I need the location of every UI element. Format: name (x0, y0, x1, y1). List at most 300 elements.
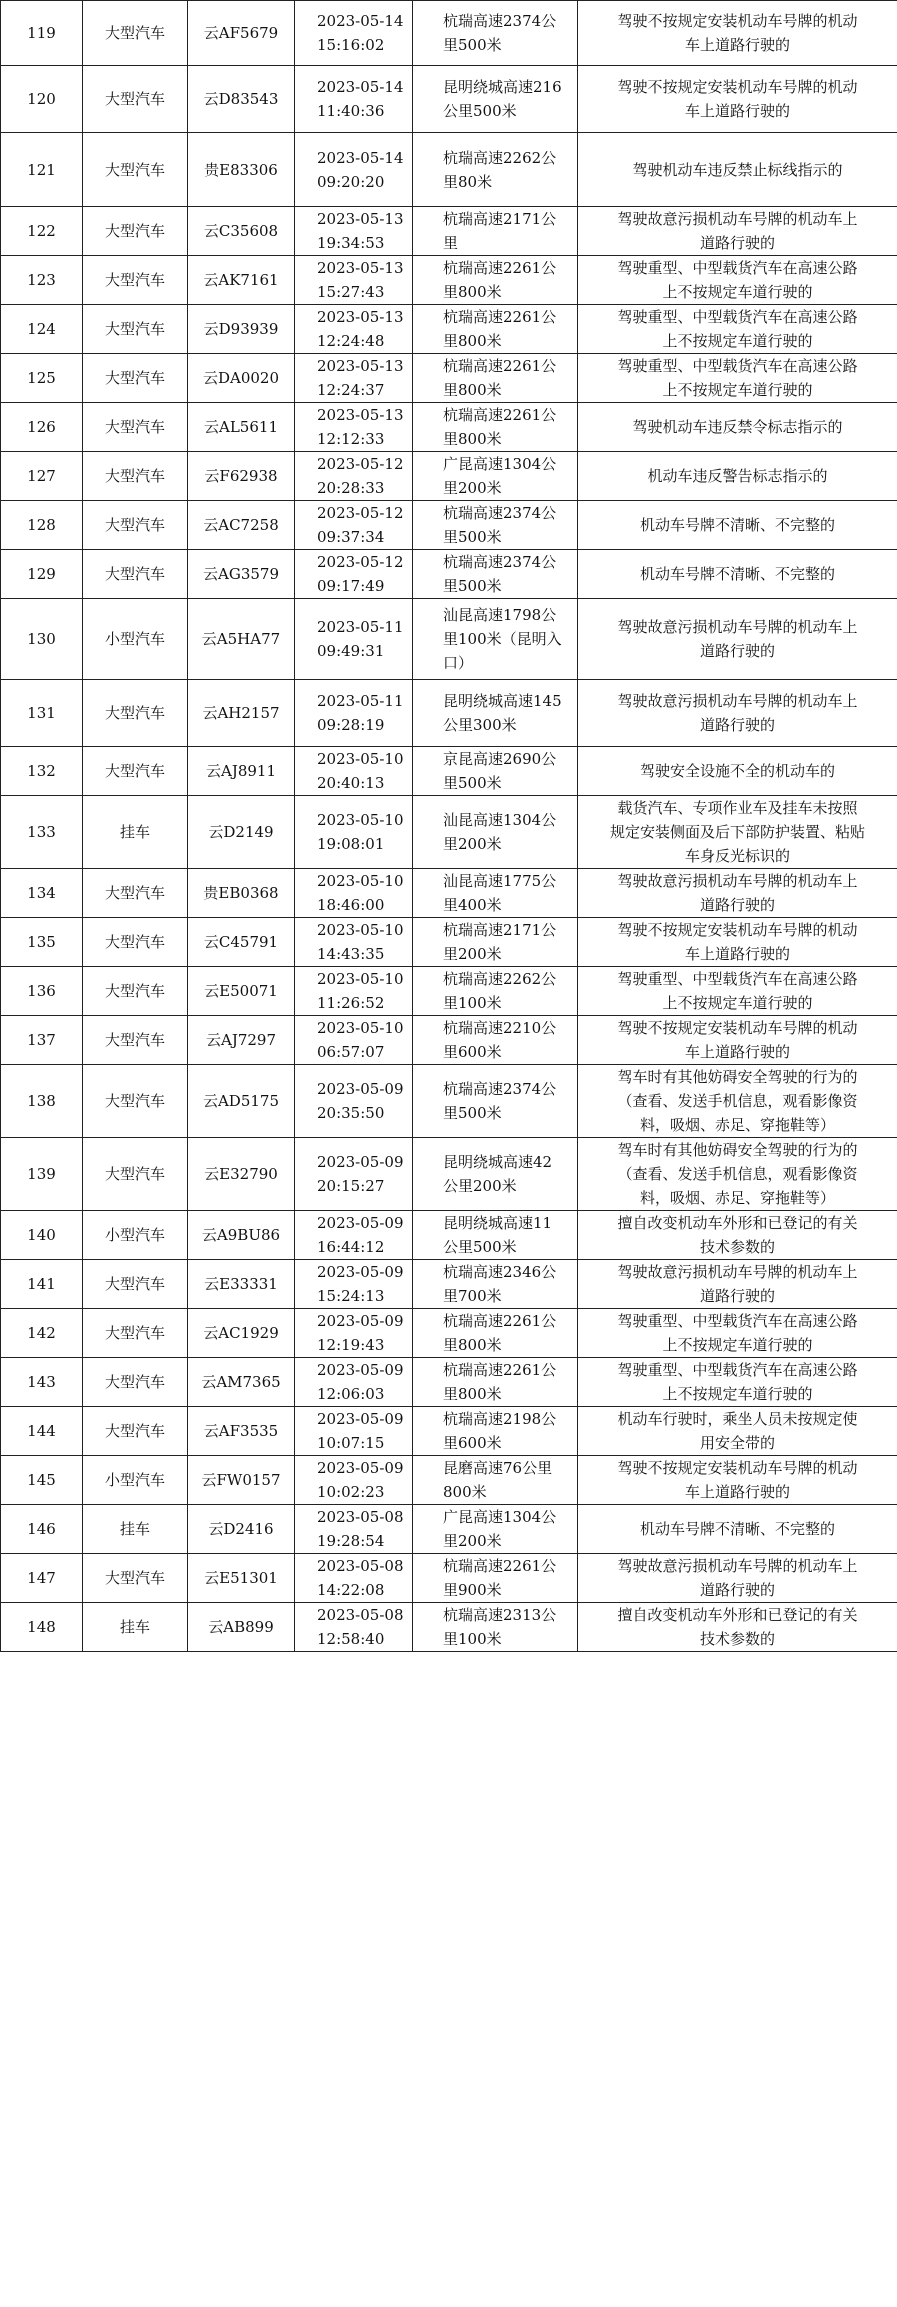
plate-number-cell: 云AK7161 (188, 256, 295, 305)
vehicle-type-cell: 大型汽车 (83, 680, 188, 747)
violation-date: 2023-05-13 (317, 357, 404, 375)
vehicle-type-cell: 大型汽车 (83, 869, 188, 918)
location-line: 里600米 (443, 1043, 502, 1061)
violation-date: 2023-05-12 (317, 455, 404, 473)
violation-date: 2023-05-09 (317, 1214, 404, 1232)
violation-location-cell (413, 680, 578, 747)
description-line: 料，吸烟、赤足、穿拖鞋等） (639, 1189, 835, 1207)
description-line: 道路行驶的 (699, 716, 775, 734)
location-line: 里500米 (443, 577, 502, 595)
violation-location-cell (413, 1211, 578, 1260)
row-number-cell: 137 (1, 1016, 83, 1065)
violation-location-cell (413, 796, 578, 869)
vehicle-type-cell: 大型汽车 (83, 1407, 188, 1456)
violation-location-cell (413, 256, 578, 305)
description-line: 擅自改变机动车外形和已登记的有关 (617, 1214, 858, 1232)
violation-clock-time: 15:16:02 (317, 36, 385, 54)
plate-number-cell: 云E51301 (188, 1554, 295, 1603)
violation-location-cell (413, 1, 578, 66)
violation-location-cell (413, 1138, 578, 1211)
description-line: 驾驶不按规定安装机动车号牌的机动 (617, 921, 858, 939)
location-line: 杭瑞高速2374公 (443, 553, 557, 571)
vehicle-type-cell: 小型汽车 (83, 1456, 188, 1505)
violation-location-cell (413, 1065, 578, 1138)
vehicle-type-cell: 大型汽车 (83, 550, 188, 599)
location-line: 公里500米 (443, 1238, 517, 1256)
plate-number-cell: 云AL5611 (188, 403, 295, 452)
description-line: 载货汽车、专项作业车及挂车未按照 (617, 799, 858, 817)
description-line: 驾驶重型、中型载货汽车在高速公路 (617, 259, 858, 277)
row-number-cell: 141 (1, 1260, 83, 1309)
description-line: 上不按规定车道行驶的 (662, 994, 813, 1012)
table-row (1, 869, 897, 918)
description-line: 驾驶安全设施不全的机动车的 (639, 762, 835, 780)
plate-number-cell: 云E33331 (188, 1260, 295, 1309)
violation-time-cell (295, 599, 413, 680)
description-line: 料，吸烟、赤足、穿拖鞋等） (639, 1116, 835, 1134)
row-number-cell: 119 (1, 1, 83, 66)
violation-location-cell (413, 869, 578, 918)
location-line: 杭瑞高速2171公 (443, 210, 557, 228)
location-line: 杭瑞高速2261公 (443, 1312, 557, 1330)
location-line: 里900米 (443, 1581, 502, 1599)
vehicle-type-cell: 小型汽车 (83, 1211, 188, 1260)
violation-clock-time: 12:06:03 (317, 1385, 385, 1403)
description-line: 驾驶故意污损机动车号牌的机动车上 (617, 210, 858, 228)
table-row (1, 918, 897, 967)
location-line: 杭瑞高速2262公 (443, 970, 557, 988)
description-line: （查看、发送手机信息，观看影像资 (617, 1092, 858, 1110)
description-line: 驾驶不按规定安装机动车号牌的机动 (617, 1459, 858, 1477)
violation-time-cell (295, 1309, 413, 1358)
violation-description-cell (578, 256, 897, 305)
table-row (1, 796, 897, 869)
violation-date: 2023-05-13 (317, 210, 404, 228)
row-number-cell: 131 (1, 680, 83, 747)
violation-table-body (1, 1, 897, 1652)
violation-date: 2023-05-08 (317, 1557, 404, 1575)
vehicle-type-cell: 大型汽车 (83, 1554, 188, 1603)
violation-time-cell (295, 207, 413, 256)
description-line: 道路行驶的 (699, 1581, 775, 1599)
violation-time-cell (295, 133, 413, 207)
description-line: 驾驶故意污损机动车号牌的机动车上 (617, 692, 858, 710)
violation-description-cell (578, 207, 897, 256)
description-line: 驾驶故意污损机动车号牌的机动车上 (617, 618, 858, 636)
violation-date: 2023-05-09 (317, 1312, 404, 1330)
violation-description-cell (578, 1, 897, 66)
location-line: 广昆高速1304公 (443, 1508, 557, 1526)
violation-time-cell (295, 869, 413, 918)
location-line: 杭瑞高速2261公 (443, 259, 557, 277)
violation-time-cell (295, 747, 413, 796)
violation-date: 2023-05-13 (317, 308, 404, 326)
vehicle-type-cell: 大型汽车 (83, 747, 188, 796)
violation-time-cell (295, 1138, 413, 1211)
violation-clock-time: 20:40:13 (317, 774, 385, 792)
violation-description-cell (578, 796, 897, 869)
description-line: 道路行驶的 (699, 896, 775, 914)
violation-date: 2023-05-10 (317, 970, 404, 988)
row-number-cell: 144 (1, 1407, 83, 1456)
plate-number-cell: 云AC1929 (188, 1309, 295, 1358)
location-line: 杭瑞高速2261公 (443, 406, 557, 424)
vehicle-type-cell: 大型汽车 (83, 967, 188, 1016)
row-number-cell: 136 (1, 967, 83, 1016)
violation-description-cell (578, 1505, 897, 1554)
description-line: 道路行驶的 (699, 1287, 775, 1305)
vehicle-type-cell: 小型汽车 (83, 599, 188, 680)
table-row (1, 501, 897, 550)
violation-clock-time: 14:22:08 (317, 1581, 385, 1599)
violation-clock-time: 19:28:54 (317, 1532, 385, 1550)
violation-time-cell (295, 796, 413, 869)
location-line: 杭瑞高速2374公 (443, 504, 557, 522)
location-line: 昆磨高速76公里 (443, 1459, 553, 1477)
vehicle-type-cell: 挂车 (83, 1603, 188, 1652)
violation-clock-time: 11:26:52 (317, 994, 385, 1012)
location-line: 杭瑞高速2171公 (443, 921, 557, 939)
row-number-cell: 125 (1, 354, 83, 403)
violation-time-cell (295, 1456, 413, 1505)
violation-location-cell (413, 550, 578, 599)
description-line: 驾车时有其他妨碍安全驾驶的行为的 (617, 1068, 858, 1086)
table-row (1, 66, 897, 133)
violation-clock-time: 10:02:23 (317, 1483, 385, 1501)
plate-number-cell: 云E50071 (188, 967, 295, 1016)
violation-date: 2023-05-13 (317, 406, 404, 424)
description-line: 道路行驶的 (699, 642, 775, 660)
violation-date: 2023-05-09 (317, 1361, 404, 1379)
location-line: 昆明绕城高速42 (443, 1153, 553, 1171)
violation-clock-time: 19:34:53 (317, 234, 385, 252)
violation-description-cell (578, 1309, 897, 1358)
violation-location-cell (413, 1456, 578, 1505)
row-number-cell: 143 (1, 1358, 83, 1407)
row-number-cell: 135 (1, 918, 83, 967)
location-line: 800米 (443, 1483, 487, 1501)
violation-date: 2023-05-09 (317, 1263, 404, 1281)
violation-clock-time: 11:40:36 (317, 102, 385, 120)
violation-description-cell (578, 452, 897, 501)
violation-time-cell (295, 1065, 413, 1138)
violation-description-cell (578, 403, 897, 452)
location-line: 里500米 (443, 1104, 502, 1122)
row-number-cell: 121 (1, 133, 83, 207)
table-row (1, 1456, 897, 1505)
location-line: 汕昆高速1775公 (443, 872, 557, 890)
location-line: 汕昆高速1304公 (443, 811, 557, 829)
table-row (1, 133, 897, 207)
violation-clock-time: 20:28:33 (317, 479, 385, 497)
violation-time-cell (295, 403, 413, 452)
description-line: 车身反光标识的 (684, 847, 790, 865)
plate-number-cell: 云D83543 (188, 66, 295, 133)
plate-number-cell: 云AJ8911 (188, 747, 295, 796)
violation-date: 2023-05-08 (317, 1606, 404, 1624)
table-row (1, 599, 897, 680)
plate-number-cell: 云FW0157 (188, 1456, 295, 1505)
table-row (1, 256, 897, 305)
violation-location-cell (413, 1016, 578, 1065)
location-line: 里800米 (443, 381, 502, 399)
violation-location-cell (413, 452, 578, 501)
row-number-cell: 139 (1, 1138, 83, 1211)
violation-clock-time: 15:27:43 (317, 283, 385, 301)
table-row (1, 1211, 897, 1260)
violation-description-cell (578, 1603, 897, 1652)
violation-description-cell (578, 1260, 897, 1309)
violation-description-cell (578, 1358, 897, 1407)
violation-description-cell (578, 354, 897, 403)
violation-time-cell (295, 918, 413, 967)
description-line: 上不按规定车道行驶的 (662, 381, 813, 399)
row-number-cell: 134 (1, 869, 83, 918)
violation-date: 2023-05-10 (317, 921, 404, 939)
table-row (1, 354, 897, 403)
row-number-cell: 133 (1, 796, 83, 869)
description-line: 技术参数的 (699, 1630, 775, 1648)
plate-number-cell: 云AF5679 (188, 1, 295, 66)
table-row (1, 1016, 897, 1065)
location-line: 公里500米 (443, 102, 517, 120)
table-row (1, 1358, 897, 1407)
violation-time-cell (295, 305, 413, 354)
table-row (1, 1260, 897, 1309)
location-line: 里80米 (443, 172, 493, 191)
description-line: 车上道路行驶的 (684, 1043, 790, 1061)
violation-date: 2023-05-11 (317, 618, 404, 636)
location-line: 杭瑞高速2313公 (443, 1606, 557, 1624)
location-line: 广昆高速1304公 (443, 455, 557, 473)
vehicle-type-cell: 大型汽车 (83, 501, 188, 550)
violation-time-cell (295, 1603, 413, 1652)
location-line: 里500米 (443, 774, 502, 792)
location-line: 杭瑞高速2374公 (443, 12, 557, 30)
plate-number-cell: 云E32790 (188, 1138, 295, 1211)
description-line: 机动车违反警告标志指示的 (647, 467, 828, 485)
violation-date: 2023-05-12 (317, 553, 404, 571)
violation-description-cell (578, 1554, 897, 1603)
violation-clock-time: 09:28:19 (317, 716, 385, 734)
location-line: 杭瑞高速2374公 (443, 1080, 557, 1098)
location-line: 公里200米 (443, 1177, 517, 1195)
vehicle-type-cell: 大型汽车 (83, 1358, 188, 1407)
location-line: 里 (443, 234, 459, 252)
violation-description-cell (578, 133, 897, 207)
vehicle-type-cell: 挂车 (83, 796, 188, 869)
location-line: 杭瑞高速2262公 (443, 148, 557, 167)
location-line: 里800米 (443, 430, 502, 448)
vehicle-type-cell: 大型汽车 (83, 354, 188, 403)
violation-date: 2023-05-14 (317, 12, 404, 30)
row-number-cell: 146 (1, 1505, 83, 1554)
table-row (1, 967, 897, 1016)
violation-description-cell (578, 869, 897, 918)
description-line: 驾驶故意污损机动车号牌的机动车上 (617, 1557, 858, 1575)
description-line: 驾驶不按规定安装机动车号牌的机动 (617, 1019, 858, 1037)
table-row (1, 680, 897, 747)
table-row (1, 550, 897, 599)
location-line: 里200米 (443, 835, 502, 853)
row-number-cell: 122 (1, 207, 83, 256)
violation-clock-time: 10:07:15 (317, 1434, 385, 1452)
location-line: 里500米 (443, 36, 502, 54)
location-line: 杭瑞高速2210公 (443, 1019, 557, 1037)
row-number-cell: 120 (1, 66, 83, 133)
violation-description-cell (578, 1016, 897, 1065)
description-line: 驾驶重型、中型载货汽车在高速公路 (617, 357, 858, 375)
location-line: 杭瑞高速2198公 (443, 1410, 557, 1428)
description-line: 上不按规定车道行驶的 (662, 1336, 813, 1354)
location-line: 公里300米 (443, 716, 517, 734)
location-line: 里800米 (443, 283, 502, 301)
violation-clock-time: 20:15:27 (317, 1177, 385, 1195)
violation-description-cell (578, 599, 897, 680)
violation-location-cell (413, 747, 578, 796)
violation-description-cell (578, 918, 897, 967)
vehicle-type-cell: 大型汽车 (83, 207, 188, 256)
table-row (1, 1065, 897, 1138)
table-row (1, 1554, 897, 1603)
row-number-cell: 147 (1, 1554, 83, 1603)
violation-description-cell (578, 967, 897, 1016)
violation-location-cell (413, 403, 578, 452)
vehicle-type-cell: 大型汽车 (83, 452, 188, 501)
violation-time-cell (295, 1407, 413, 1456)
violation-clock-time: 12:12:33 (317, 430, 385, 448)
violation-location-cell (413, 133, 578, 207)
location-line: 杭瑞高速2346公 (443, 1263, 557, 1281)
violation-clock-time: 09:20:20 (317, 172, 385, 191)
violation-date: 2023-05-09 (317, 1410, 404, 1428)
violation-clock-time: 12:24:37 (317, 381, 385, 399)
violation-time-cell (295, 1505, 413, 1554)
violation-time-cell (295, 1358, 413, 1407)
violation-time-cell (295, 1554, 413, 1603)
violation-time-cell (295, 66, 413, 133)
row-number-cell: 130 (1, 599, 83, 680)
violation-location-cell (413, 918, 578, 967)
violation-location-cell (413, 354, 578, 403)
violation-clock-time: 15:24:13 (317, 1287, 385, 1305)
violation-description-cell (578, 66, 897, 133)
row-number-cell: 142 (1, 1309, 83, 1358)
plate-number-cell: 云AM7365 (188, 1358, 295, 1407)
violation-location-cell (413, 1358, 578, 1407)
violation-location-cell (413, 1554, 578, 1603)
description-line: 擅自改变机动车外形和已登记的有关 (617, 1606, 858, 1624)
location-line: 口） (443, 654, 474, 672)
violation-date: 2023-05-10 (317, 811, 404, 829)
location-line: 杭瑞高速2261公 (443, 1361, 557, 1379)
row-number-cell: 127 (1, 452, 83, 501)
plate-number-cell: 云AH2157 (188, 680, 295, 747)
violation-date: 2023-05-08 (317, 1508, 404, 1526)
description-line: 车上道路行驶的 (684, 1483, 790, 1501)
violation-clock-time: 18:46:00 (317, 896, 385, 914)
vehicle-type-cell: 大型汽车 (83, 1138, 188, 1211)
plate-number-cell: 贵EB0368 (188, 869, 295, 918)
location-line: 里200米 (443, 479, 502, 497)
table-row (1, 1505, 897, 1554)
row-number-cell: 132 (1, 747, 83, 796)
vehicle-type-cell: 大型汽车 (83, 1016, 188, 1065)
violation-location-cell (413, 501, 578, 550)
violation-description-cell (578, 501, 897, 550)
location-line: 里100米（昆明入 (443, 630, 562, 648)
description-line: 驾驶重型、中型载货汽车在高速公路 (617, 1361, 858, 1379)
vehicle-type-cell: 大型汽车 (83, 1, 188, 66)
table-row (1, 207, 897, 256)
location-line: 杭瑞高速2261公 (443, 1557, 557, 1575)
violation-description-cell (578, 550, 897, 599)
violation-description-cell (578, 305, 897, 354)
violation-description-cell (578, 1211, 897, 1260)
plate-number-cell: 云F62938 (188, 452, 295, 501)
violation-time-cell (295, 1211, 413, 1260)
vehicle-type-cell: 大型汽车 (83, 305, 188, 354)
table-row (1, 1603, 897, 1652)
violation-location-cell (413, 1407, 578, 1456)
row-number-cell: 148 (1, 1603, 83, 1652)
description-line: 上不按规定车道行驶的 (662, 283, 813, 301)
description-line: 驾车时有其他妨碍安全驾驶的行为的 (617, 1141, 858, 1159)
violation-clock-time: 20:35:50 (317, 1104, 385, 1122)
violation-clock-time: 09:49:31 (317, 642, 385, 660)
violation-description-cell (578, 1065, 897, 1138)
violation-date: 2023-05-13 (317, 259, 404, 277)
plate-number-cell: 云D2416 (188, 1505, 295, 1554)
location-line: 昆明绕城高速145 (443, 692, 562, 710)
description-line: 机动车号牌不清晰、不完整的 (639, 565, 835, 583)
row-number-cell: 138 (1, 1065, 83, 1138)
plate-number-cell: 云AJ7297 (188, 1016, 295, 1065)
violation-date: 2023-05-14 (317, 148, 404, 167)
location-line: 杭瑞高速2261公 (443, 308, 557, 326)
table-row (1, 1, 897, 66)
vehicle-type-cell: 挂车 (83, 1505, 188, 1554)
description-line: 驾驶机动车违反禁止标线指示的 (632, 160, 843, 179)
vehicle-type-cell: 大型汽车 (83, 918, 188, 967)
description-line: 驾驶重型、中型载货汽车在高速公路 (617, 1312, 858, 1330)
vehicle-type-cell: 大型汽车 (83, 1309, 188, 1358)
description-line: 上不按规定车道行驶的 (662, 1385, 813, 1403)
violation-date: 2023-05-10 (317, 1019, 404, 1037)
location-line: 里600米 (443, 1434, 502, 1452)
vehicle-type-cell: 大型汽车 (83, 66, 188, 133)
violation-description-cell (578, 1138, 897, 1211)
table-row (1, 305, 897, 354)
violation-clock-time: 09:17:49 (317, 577, 385, 595)
plate-number-cell: 云D2149 (188, 796, 295, 869)
table-row (1, 1407, 897, 1456)
violation-location-cell (413, 305, 578, 354)
description-line: 驾驶重型、中型载货汽车在高速公路 (617, 308, 858, 326)
vehicle-type-cell: 大型汽车 (83, 256, 188, 305)
description-line: 用安全带的 (699, 1434, 775, 1452)
violation-location-cell (413, 599, 578, 680)
description-line: 驾驶重型、中型载货汽车在高速公路 (617, 970, 858, 988)
description-line: 车上道路行驶的 (684, 945, 790, 963)
violation-date: 2023-05-14 (317, 78, 404, 96)
plate-number-cell: 云AB899 (188, 1603, 295, 1652)
location-line: 里100米 (443, 1630, 502, 1648)
table-row (1, 452, 897, 501)
location-line: 汕昆高速1798公 (443, 606, 557, 624)
location-line: 里800米 (443, 1385, 502, 1403)
violation-date: 2023-05-09 (317, 1459, 404, 1477)
